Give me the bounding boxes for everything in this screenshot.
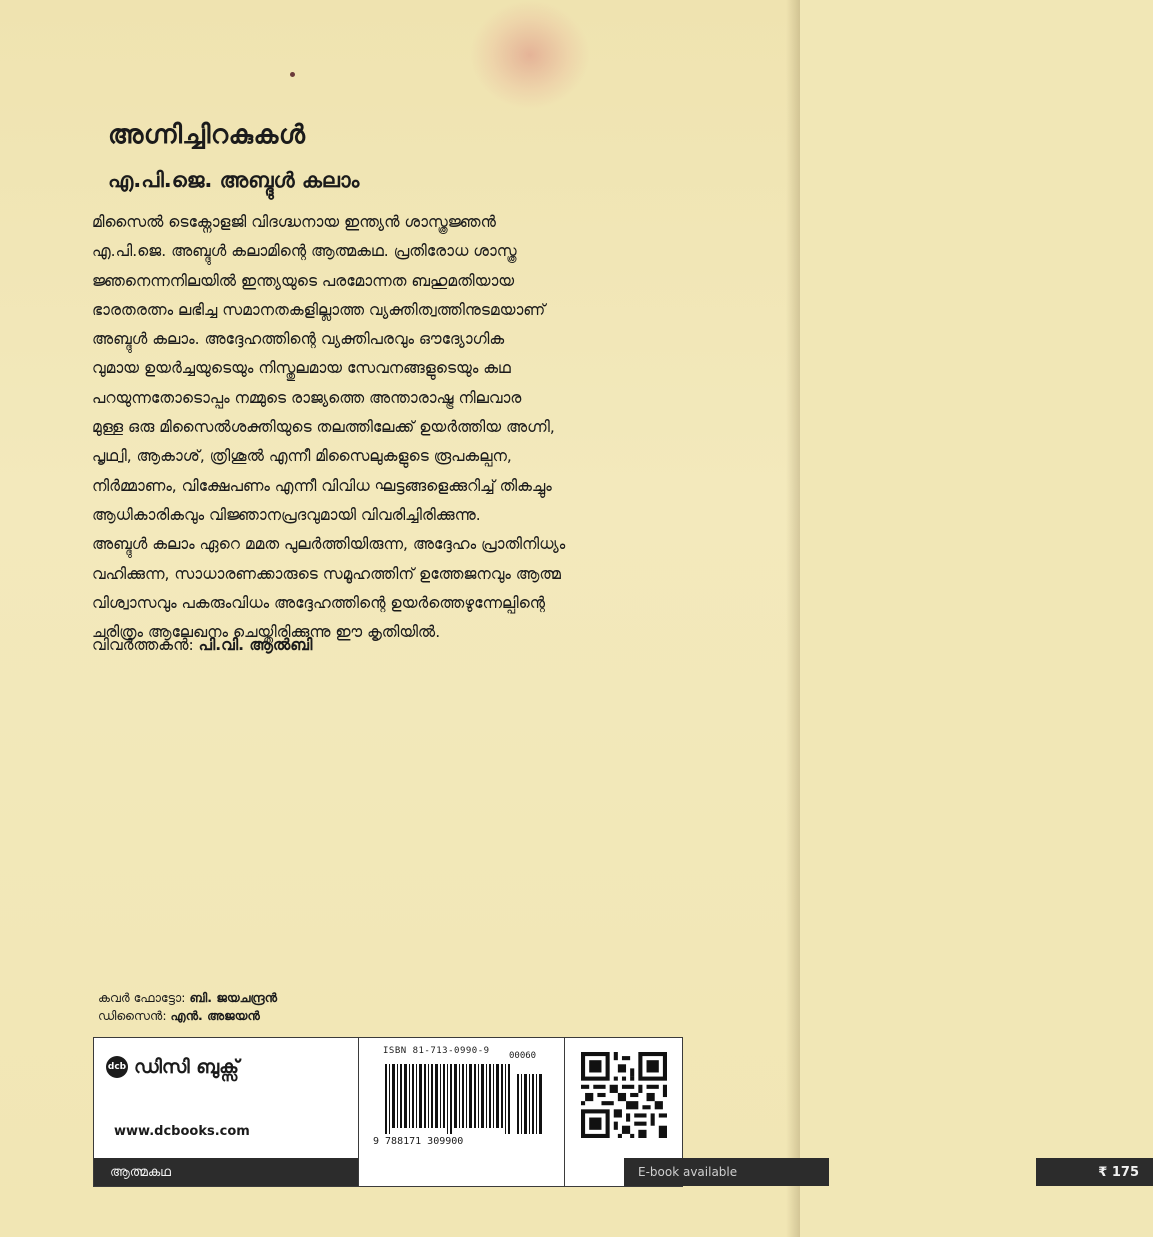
publisher-panel: [93, 1037, 1139, 1187]
category-label: ആത്മകഥ: [110, 1164, 171, 1180]
blurb-line: ചരിത്രം ആലേഖനം ചെയ്തിരിക്കുന്നു ഈ കൃതിയിൽ.: [92, 623, 441, 642]
design-name: എൻ. അജയൻ: [170, 1008, 260, 1023]
publisher-website: www.dcbooks.com: [114, 1124, 250, 1139]
cover-photo-label: കവർ ഫോട്ടോ:: [98, 990, 186, 1005]
qr-code-icon: [581, 1052, 667, 1138]
ebook-label: E-book available: [638, 1165, 738, 1179]
category-strip: [94, 1158, 358, 1186]
cover-photo-credit: [98, 989, 277, 1007]
paper-stain: [470, 0, 590, 110]
blurb-line: ജ്ഞനെന്നനിലയിൽ ഇന്ത്യയുടെ പരമോന്നത ബഹുമതിയായ: [92, 271, 515, 290]
cover-edge-shadow: [786, 0, 800, 1237]
publisher-logo: [106, 1056, 239, 1078]
blurb-line: മിസൈൽ ടെക്നോളജി വിദഗ്ദ്ധനായ ഇന്ത്യൻ ശാസ്ത്രജ്ഞൻ: [92, 213, 496, 231]
blurb-line: വിശ്വാസവും പകരുംവിധം അദ്ദേഹത്തിന്റെ ഉയർത്തെഴുന്നേല്പിന്റെ: [92, 593, 546, 612]
barcode-addon: 00060: [509, 1051, 537, 1061]
blurb-line: മുള്ള ഒരു മിസൈൽശക്തിയുടെ തലത്തിലേക്ക് ഉയർത്തിയ അഗ്നി,: [92, 418, 555, 437]
price-strip: [1036, 1158, 1153, 1186]
blurb-line: ഭാരതരത്നം ലഭിച്ച സമാനതകളില്ലാത്ത വ്യക്തിത്വത്തിനുടമയാണ്: [92, 300, 546, 319]
blurb-line: അബ്ദുൾ കലാം ഏറെ മമത പുലർത്തിയിരുന്ന, അദ്ദേഹം പ്രാതിനിധ്യം: [92, 535, 566, 554]
barcode-icon: [385, 1064, 545, 1134]
book-author: എ.പി.ജെ. അബ്ദുൾ കലാം: [108, 168, 360, 192]
translator-name: പി.വി. ആൽബി: [198, 636, 313, 654]
translator-label: വിവർത്തകൻ:: [92, 636, 194, 654]
blurb-line: നിർമ്മാണം, വിക്ഷേപണം എന്നീ വിവിധ ഘട്ടങ്ങളെക്കുറിച്ച് തികച്ചും: [92, 476, 552, 495]
price-label: ₹ 175: [1098, 1164, 1139, 1180]
translator-credit: [92, 636, 312, 655]
blurb-line: ആധികാരികവും വിജ്ഞാനപ്രദവുമായി വിവരിച്ചിരിക്കുന്നു.: [92, 505, 481, 524]
blurb-line: വുമായ ഉയർച്ചയുടെയും നിസ്തുലമായ സേവനങ്ങളുടെയും കഥ: [92, 359, 511, 378]
blurb-line: പൃഥ്വി, ആകാശ്, ത്രിശൂൽ എന്നീ മിസൈലുകളുടെ രൂപകല്പന,: [92, 447, 512, 466]
barcode-number: 9 788171 309900: [373, 1136, 464, 1147]
blurb-line: അബ്ദുൾ കലാം. അദ്ദേഹത്തിന്റെ വ്യക്തിപരവും ഔദ്യോഗിക: [92, 330, 505, 349]
publisher-name: ഡിസി ബുക്സ്: [134, 1056, 239, 1078]
isbn-text: ISBN 81-713-0990-9: [383, 1046, 490, 1056]
blurb-line: പറയുന്നതോടൊപ്പം നമ്മുടെ രാജ്യത്തെ അന്താരാഷ്ട്ര നിലവാര: [92, 388, 522, 407]
cover-credits: [98, 989, 277, 1025]
cover-photo-name: ബി. ജയചന്ദ്രൻ: [189, 990, 278, 1005]
dcb-logo-icon: dcb: [106, 1056, 128, 1078]
design-credit: [98, 1007, 277, 1025]
book-title: അഗ്നിച്ചിറകുകൾ: [108, 120, 306, 150]
blurb-line: വഹിക്കുന്ന, സാധാരണക്കാരുടെ സമൂഹത്തിന് ഉത്തേജനവും ആത്മ: [92, 564, 561, 583]
blurb-line: എ.പി.ജെ. അബ്ദുൾ കലാമിന്റെ ആത്മകഥ. പ്രതിരോധ ശാസ്ത്ര: [92, 242, 517, 261]
design-label: ഡിസൈൻ:: [98, 1008, 167, 1023]
publisher-box: [94, 1038, 359, 1186]
paper-speck: [290, 72, 295, 77]
barcode-box: [359, 1038, 738, 1186]
blurb-paragraph: [92, 208, 722, 647]
